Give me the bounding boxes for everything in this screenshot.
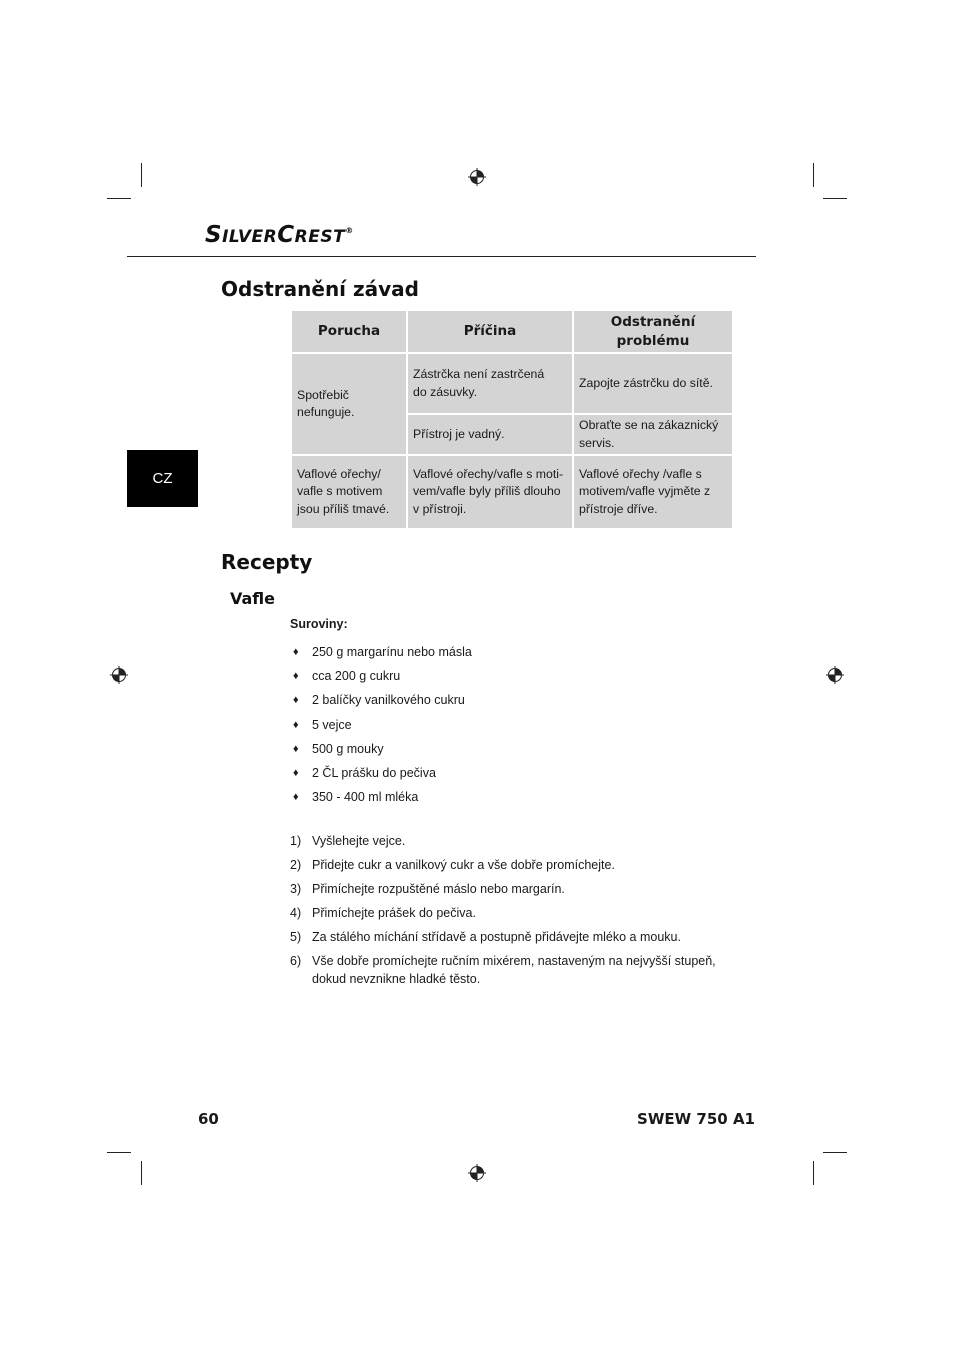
diamond-bullet-icon: ♦ <box>293 718 299 731</box>
step-item: 3) Přimíchejte rozpuštěné máslo nebo margarín. <box>290 882 565 896</box>
crop-mark <box>823 198 847 199</box>
remedy-cell: Obraťte se na zákaznický servis. <box>573 414 733 455</box>
step-item: 1) Vyšlehejte vejce. <box>290 834 406 848</box>
table-header-row <box>291 310 733 353</box>
crop-mark <box>141 163 142 187</box>
steps-list <box>290 832 730 994</box>
model-name: SWEW 750 A1 <box>637 1110 755 1128</box>
recipes-title: Recepty <box>221 550 313 574</box>
step-item: 5) Za stálého míchání střídavě a postupně přidávejte mléko a mouku. <box>290 930 681 944</box>
crop-mark <box>813 1161 814 1185</box>
ingredients-label: Suroviny: <box>290 617 348 631</box>
step-item: 6) Vše dobře promíchejte ručním mixérem, nastaveným na nejvyšší stupeň, dokud nevznikne hladké těsto. <box>290 954 716 986</box>
list-item: ♦ 5 vejce <box>290 713 472 737</box>
diamond-bullet-icon: ♦ <box>293 791 299 804</box>
page-number: 60 <box>198 1110 219 1128</box>
table-row <box>291 353 733 414</box>
remedy-cell: Zapojte zástrčku do sítě. <box>573 353 733 414</box>
crop-mark <box>813 163 814 187</box>
crop-mark <box>141 1161 142 1185</box>
table-header: Odstranění problému <box>573 310 733 353</box>
diamond-bullet-icon: ♦ <box>293 767 299 780</box>
crop-mark <box>823 1152 847 1153</box>
registration-mark-icon <box>826 666 844 684</box>
list-item: ♦ 250 g margarínu nebo másla <box>290 640 472 664</box>
registration-mark-icon <box>468 1164 486 1182</box>
list-item: ♦ 2 balíčky vanilkového cukru <box>290 688 472 712</box>
troubleshooting-title: Odstranění závad <box>221 277 419 301</box>
cause-cell: Zástrčka není zastrčená do zásuvky. <box>407 353 573 414</box>
step-item: 2) Přidejte cukr a vanilkový cukr a vše dobře promíchejte. <box>290 858 615 872</box>
cause-cell: Přístroj je vadný. <box>407 414 573 455</box>
table-row <box>291 455 733 529</box>
registration-mark-icon <box>110 666 128 684</box>
diamond-bullet-icon: ♦ <box>293 646 299 659</box>
registration-mark-icon <box>468 168 486 186</box>
step-item: 4) Přimíchejte prášek do pečiva. <box>290 906 476 920</box>
diamond-bullet-icon: ♦ <box>293 742 299 755</box>
crop-mark <box>107 1152 131 1153</box>
crop-mark <box>107 198 131 199</box>
brand-logo: SILVERCREST® <box>205 222 354 248</box>
cause-cell: Vaflové ořechy/vafle s moti-vem/vafle byly příliš dlouho v přístroji. <box>407 455 573 529</box>
fault-cell: Spotřebič nefunguje. <box>291 353 407 455</box>
ingredients-list <box>290 640 472 809</box>
diamond-bullet-icon: ♦ <box>293 670 299 683</box>
list-item: ♦ 350 - 400 ml mléka <box>290 785 472 809</box>
header-rule <box>127 256 756 257</box>
troubleshooting-table <box>290 309 734 530</box>
table-header: Příčina <box>407 310 573 353</box>
list-item: ♦ cca 200 g cukru <box>290 664 472 688</box>
diamond-bullet-icon: ♦ <box>293 694 299 707</box>
list-item: ♦ 2 ČL prášku do pečiva <box>290 761 472 785</box>
list-item: ♦ 500 g mouky <box>290 737 472 761</box>
language-tab: CZ <box>127 450 198 507</box>
remedy-cell: Vaflové ořechy /vafle s motivem/vafle vyjměte z přístroje dříve. <box>573 455 733 529</box>
table-header: Porucha <box>291 310 407 353</box>
fault-cell: Vaflové ořechy/ vafle s motivem jsou příliš tmavé. <box>291 455 407 529</box>
recipe-subtitle: Vafle <box>230 589 276 608</box>
